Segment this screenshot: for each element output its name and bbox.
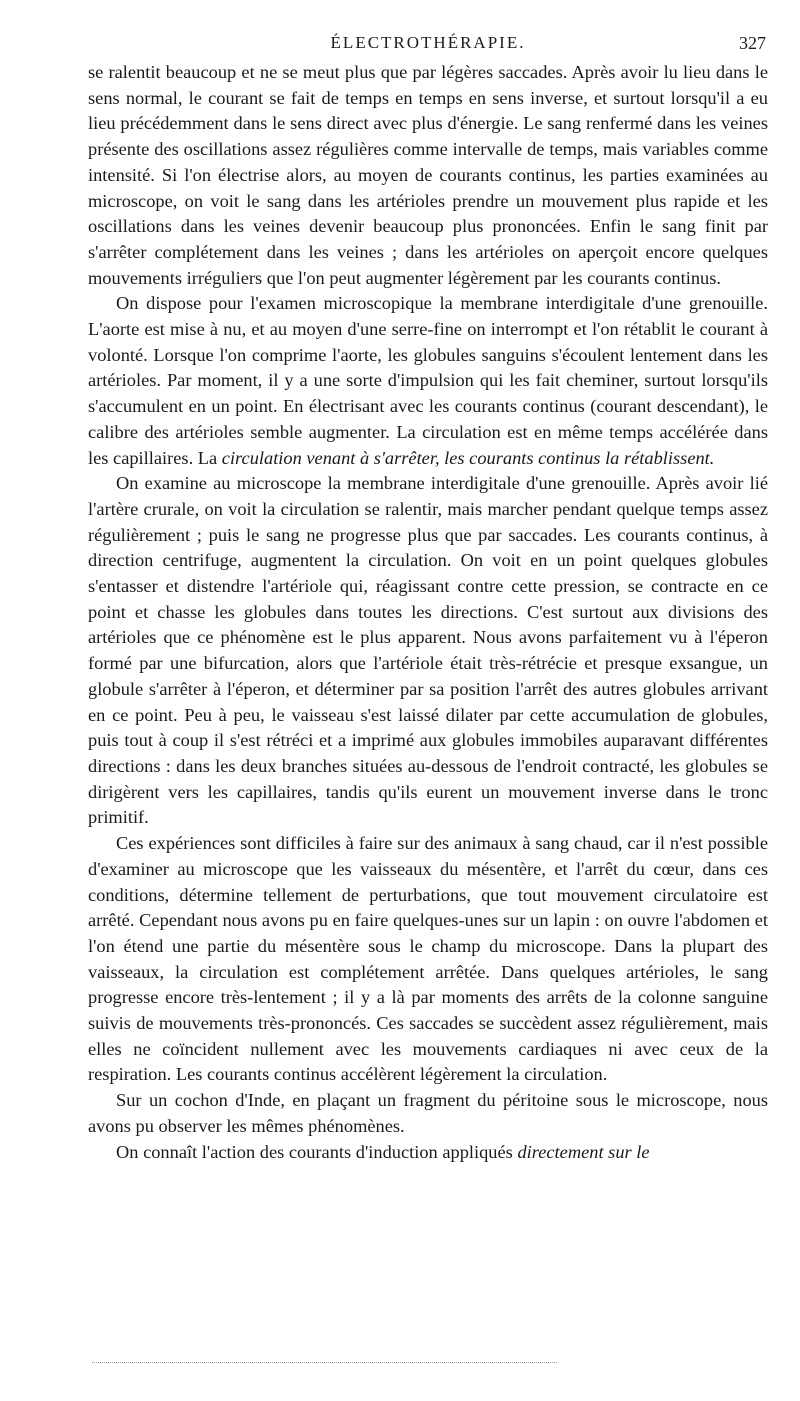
text-run: Sur un cochon d'Inde, en plaçant un fragment du péritoine sous le microscope, nous avons pu observer les mêmes phénomènes.	[88, 1090, 768, 1136]
text-run: On dispose pour l'examen microscopique la membrane interdigitale d'une grenouille. L'aorte est mise à nu, et au moyen d'une serre-fine on interrompt et l'on rétablit le courant à volonté. Lorsque l'on comprime l'aorte, les globules sanguins s'écoulent lentement dans les artérioles. Par moment, il y a une sorte d'impulsion qui les fait cheminer, surtout lorsqu'ils s'accumulent en un point. En électrisant avec les courants continus (courant descendant), le calibre des artérioles semble augmenter. La circulation est en même temps accélérée dans les capillaires. La	[88, 293, 768, 468]
paragraph-warm-blooded-animals	[88, 831, 768, 1088]
text-run: On examine au microscope la membrane interdigitale d'une grenouille. Après avoir lié l'artère crurale, on voit la circulation se ralentir, mais marcher pendant quelque temps assez régulièrement ; puis le sang ne progresse plus que par saccades. Les courants continus, à direction centrifuge, augmentent la circulation. On voit en un point quelques globules s'entasser et distendre l'artériole qui, réagissant contre cette pression, se contracte en ce point et chasse les globules dans toutes les directions. C'est surtout aux divisions des artérioles que ce phénomène est le plus apparent. Nous avons parfaitement vu à l'éperon formé par une bifurcation, alors que l'artériole était très-rétrécie et presque exsangue, un globule s'arrêter à l'éperon, et déterminer par sa position l'arrêt des autres globules arrivant en ce point. Peu à peu, le vaisseau s'est laissé dilater par cette accumulation de globules, puis tout à coup il s'est rétréci et a imprimé aux globules immobiles auparavant différentes directions : dans les deux branches situées au-dessous de l'endroit contracté, les globules se dirigèrent vers les capillaires, tandis qu'ils eurent un mouvement inverse dans le tronc primitif.	[88, 473, 768, 828]
text-run: Ces expériences sont difficiles à faire sur des animaux à sang chaud, car il n'est possible d'examiner au microscope que les vaisseaux du mésentère, et l'arrêt du cœur, dans ces conditions, détermine tellement de perturbations, que tout mouvement circulatoire est arrêté. Cependant nous avons pu en faire quelques-unes sur un lapin : on ouvre l'abdomen et l'on étend une partie du mésentère sous le champ du microscope. Dans la plupart des vaisseaux, la circulation est complétement arrêtée. Dans quelques artérioles, le sang progresse encore très-lentement ; il y a là par moments des arrêts de la colonne sanguine suivis de mouvements très-prononcés. Ces saccades se succèdent assez régulièrement, mais elles ne coïncident nullement avec les mouvements cardiaques ni avec ceux de la respiration. Les courants continus accélèrent légèrement la circulation.	[88, 833, 768, 1085]
paragraph-induction-currents	[88, 1140, 768, 1166]
paragraph-continuation	[88, 60, 768, 291]
paragraph-aorta-experiment	[88, 291, 768, 471]
footer-dotted-rule	[92, 1362, 557, 1363]
running-head	[88, 30, 768, 56]
italic-text: circulation venant à s'arrêter, les courants continus la rétablissent.	[221, 447, 715, 468]
text-run: On connaît l'action des courants d'induction appliqués	[116, 1141, 518, 1162]
running-title: ÉLECTROTHÉRAPIE.	[330, 33, 526, 52]
paragraph-guinea-pig	[88, 1088, 768, 1139]
page-number: 327	[739, 33, 766, 53]
paragraph-crural-artery-experiment	[88, 471, 768, 831]
body-text	[88, 60, 768, 1165]
text-run: se ralentit beaucoup et ne se meut plus que par légères saccades. Après avoir lu lieu dans le sens normal, le courant se fait de temps en temps en sens inverse, et surtout lorsqu'il a eu lieu précédemment dans le sens direct avec plus d'énergie. Le sang renfermé dans les veines présente des oscillations assez régulières comme intervalle de temps, mais variables comme intensité. Si l'on électrise alors, au moyen de courants continus, les parties examinées au microscope, on voit le sang dans les artérioles prendre un mouvement plus rapide et les oscillations dans les veines devenir beaucoup plus prononcées. Enfin le sang finit par s'arrêter complétement dans les veines ; dans les artérioles on aperçoit encore quelques mouvements irréguliers que l'on peut augmenter légèrement par les courants continus.	[88, 62, 768, 288]
italic-text: directement sur le	[517, 1141, 650, 1162]
